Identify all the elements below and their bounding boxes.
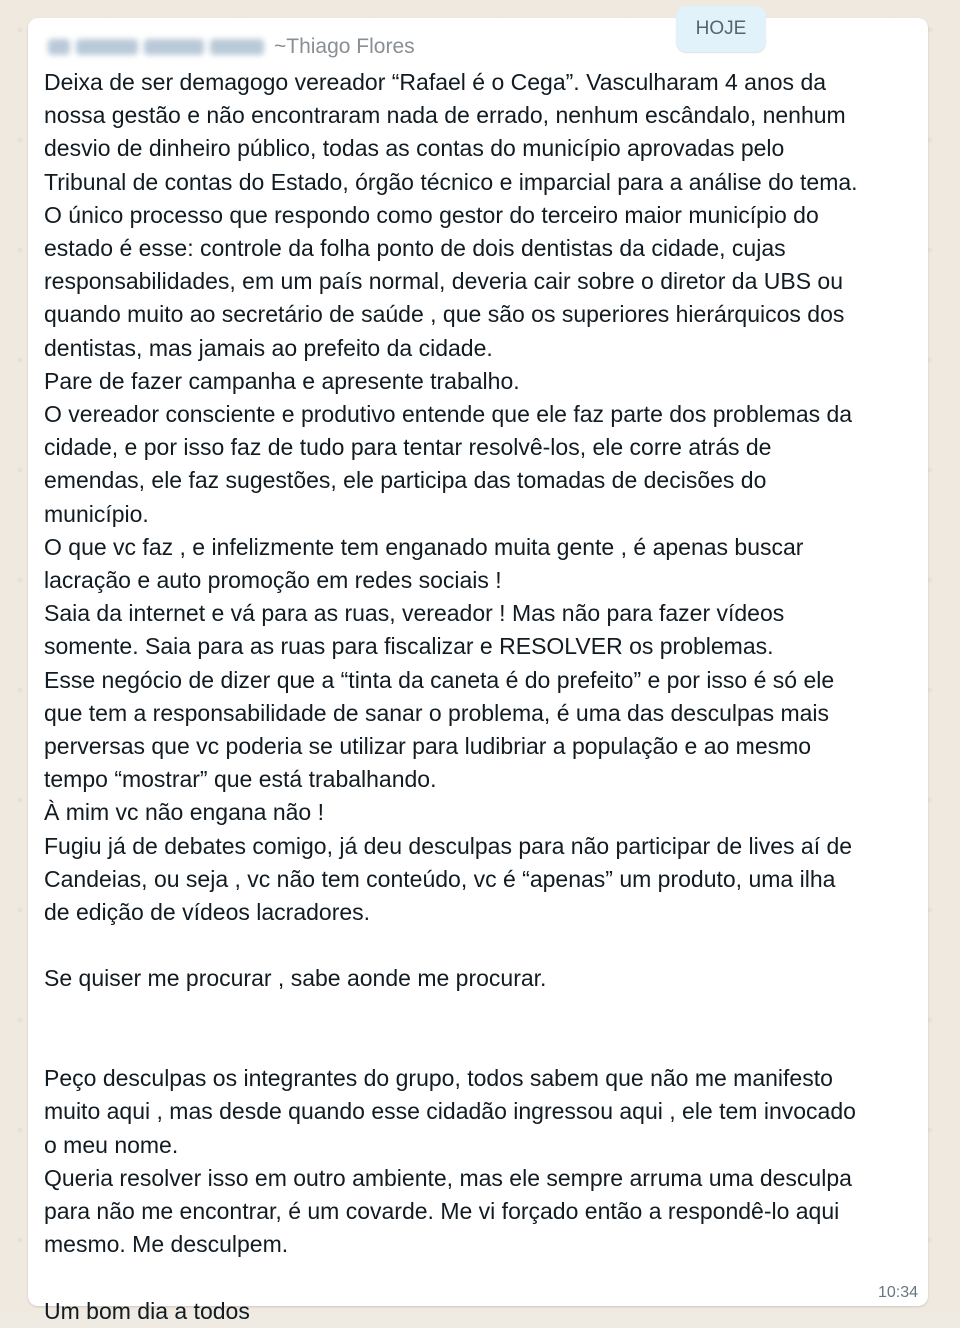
message-line: mesmo. Me desculpem. (44, 1231, 289, 1258)
message-line: Queria resolver isso em outro ambiente, mas ele sempre arruma uma desculpa (44, 1164, 852, 1191)
message-line: Candeias, ou seja , vc não tem conteúdo, vc é “apenas” um produto, uma ilha (44, 865, 836, 892)
message-line: estado é esse: controle da folha ponto de dois dentistas da cidade, cujas (44, 235, 786, 262)
message-line: O vereador consciente e produtivo entende que ele faz parte dos problemas da (44, 401, 853, 428)
message-line: Tribunal de contas do Estado, órgão técnico e imparcial para a análise do tema. (44, 168, 858, 195)
message-line: somente. Saia para as ruas para fiscalizar e RESOLVER os problemas. (44, 633, 774, 660)
message-line: cidade, e por isso faz de tudo para tentar resolvê-los, ele corre atrás de (44, 434, 772, 461)
message-line: lacração e auto promoção em redes sociais ! (44, 567, 502, 594)
message-line: município. (44, 500, 149, 527)
message-line: Saia da internet e vá para as ruas, vereador ! Mas não para fazer vídeos (44, 600, 785, 627)
message-line: o meu nome. (44, 1131, 179, 1158)
message-line: Pare de fazer campanha e apresente trabalho. (44, 367, 520, 394)
message-line (44, 1261, 916, 1294)
message-line: que tem a responsabilidade de sanar o problema, é uma das desculpas mais (44, 699, 830, 726)
message-line: dentistas, mas jamais ao prefeito da cidade. (44, 334, 493, 361)
message-timestamp: 10:34 (877, 1284, 918, 1301)
message-line: emendas, ele faz sugestões, ele participa das tomadas de decisões do (44, 467, 767, 494)
message-line: Peço desculpas os integrantes do grupo, todos sabem que não me manifesto (44, 1065, 833, 1092)
blurred-phone-number (48, 39, 264, 55)
message-line: À mim vc não engana não ! (44, 799, 324, 826)
message-line: Fugiu já de debates comigo, já deu desculpas para não participar de lives aí de (44, 832, 853, 859)
message-line: responsabilidades, em um país normal, deveria cair sobre o diretor da UBS ou (44, 268, 844, 295)
message-line: para não me encontrar, é um covarde. Me vi forçado então a respondê-lo aqui (44, 1197, 840, 1224)
message-line: Esse negócio de dizer que a “tinta da caneta é do prefeito” e por isso é só ele (44, 666, 835, 693)
message-line: Se quiser me procurar , sabe aonde me procurar. (44, 965, 547, 992)
date-divider-chip: HOJE (676, 6, 766, 52)
message-line: O que vc faz , e infelizmente tem enganado muita gente , é apenas buscar (44, 533, 804, 560)
message-line: perversas que vc poderia se utilizar para ludibriar a população e ao mesmo (44, 733, 812, 760)
message-line: de edição de vídeos lacradores. (44, 899, 371, 926)
message-line: muito aqui , mas desde quando esse cidadão ingressou aqui , ele tem invocado (44, 1098, 856, 1125)
sender-name[interactable]: ~Thiago Flores (274, 35, 415, 58)
message-line: desvio de dinheiro público, todas as contas do município aprovadas pelo (44, 135, 785, 162)
message-line: Deixa de ser demagogo vereador “Rafael é o Cega”. Vasculharam 4 anos da (44, 69, 827, 95)
message-line: O único processo que respondo como gestor do terceiro maior município do (44, 201, 819, 228)
message-line: quando muito ao secretário de saúde , que são os superiores hierárquicos dos (44, 301, 845, 328)
message-line: tempo “mostrar” que está trabalhando. (44, 766, 437, 793)
message-line: Um bom dia a todos (44, 1297, 250, 1324)
message-line: nossa gestão e não encontraram nada de errado, nenhum escândalo, nenhum (44, 102, 846, 129)
message-sender (48, 32, 415, 62)
message-line (44, 929, 916, 962)
message-text (44, 66, 916, 1328)
message-bubble[interactable] (28, 18, 928, 1324)
message-line (44, 996, 916, 1029)
message-line (44, 1029, 916, 1062)
